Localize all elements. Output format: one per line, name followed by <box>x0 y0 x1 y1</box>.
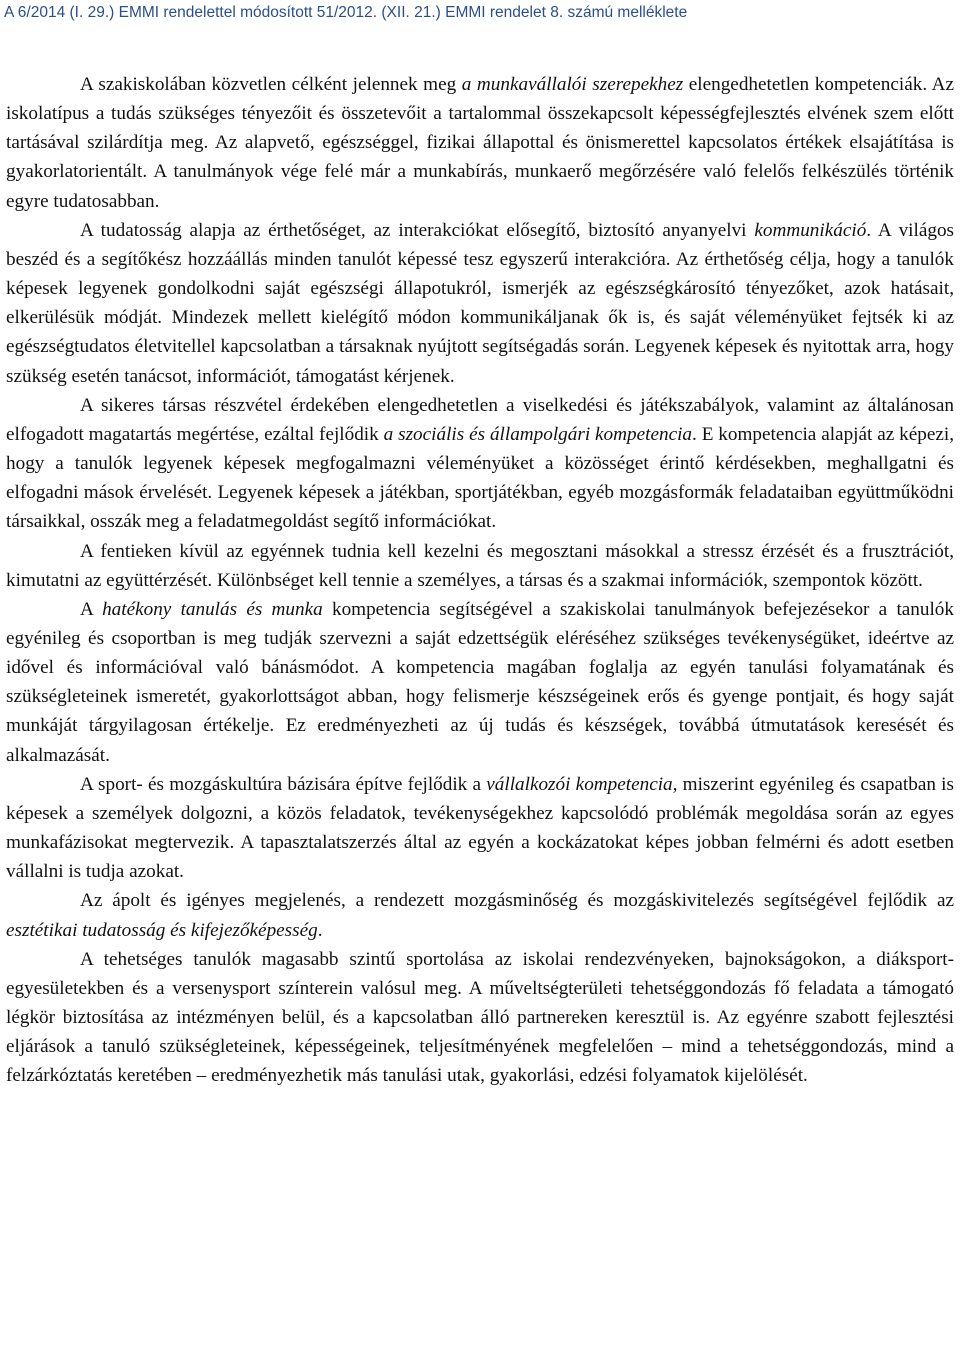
italic-phrase: kommunikáció <box>754 219 867 241</box>
paragraph <box>6 886 954 944</box>
italic-phrase: esztétikai tudatosság és kifejezőképesség <box>6 919 318 941</box>
paragraph <box>6 70 954 216</box>
text-run: . E kompetencia alapját az képezi, hogy a tanulók legyenek képesek megfogalmazni véleményüket a közösséget érintő kérdésekben, meghallgatni és elfogadni mások érvelését. Legyenek képesek a játékban, sportjátékban, egyéb mozgásformák feladataiban együttműködni társaikkal, osszák meg a feladatmegoldást segítő információkat. <box>6 423 955 533</box>
text-run: A fentieken kívül az egyénnek tudnia kell kezelni és megosztani másokkal a stressz érzését és a frusztrációt, kimutatni az együttérzését. Különbséget kell tennie a személyes, a társas és a szakmai információk, szempontok között. <box>6 540 954 591</box>
text-run: A tehetséges tanulók magasabb szintű sportolása az iskolai rendezvényeken, bajnokságokon, a diáksport-egyesületekben és a versenysport színterein valósul meg. A műveltségterületi tehetséggondozás fő feladata a támogató légkör biztosítása az intézményen belül, és a kapcsolatban álló partnereken keresztül is. Az egyénre szabott fejlesztési eljárások a tanuló szükségleteinek, képességeinek, teljesítményének megfelelően – mind a tehetséggondozás, mind a felzárkóztatás keretében – eredményezhetik más tanulási utak, gyakorlási, edzési folyamatok kijelölését. <box>6 948 954 1087</box>
page-header: A 6/2014 (I. 29.) EMMI rendelettel módosított 51/2012. (XII. 21.) EMMI rendelet 8. számú melléklete <box>4 4 688 21</box>
paragraph <box>6 770 954 887</box>
text-run: . A világos beszéd és a segítőkész hozzáállás minden tanulót képessé tesz egyszerű interakcióra. Az érthetőség célja, hogy a tanulók képesek legyenek gondolkodni saját egészségi állapotukról, ismerjék az egészségkárosító tényezőket, azok hatásait, elkerülésük módját. Mindezek mellett kielégítő módon kommunikáljanak ők is, és saját véleményüket fejtsék ki az egészségtudatos életvitellel kapcsolatban a társaknak nyújtott segítségadás során. Legyenek képesek és nyitottak arra, hogy szükség esetén tanácsot, információt, támogatást kérjenek. <box>6 219 955 387</box>
paragraph <box>6 945 954 1091</box>
italic-phrase: hatékony tanulás és munka <box>102 598 323 620</box>
text-run: Az ápolt és igényes megjelenés, a rendezett mozgásminőség és mozgáskivitelezés segítségével fejlődik az <box>80 890 954 912</box>
text-run: A tudatosság alapja az érthetőséget, az interakciókat elősegítő, biztosító anyanyelvi <box>80 219 755 241</box>
text-run: kompetencia segítségével a szakiskolai tanulmányok befejezésekor a tanulók egyénileg és csoportban is meg tudják szervezni a saját edzettségük eléréséhez szükséges tevékenységüket, ideértve az idővel és információval való bánásmódot. A kompetencia magában foglalja az egyén tanulási folyamatának és szükségleteinek ismeretét, gyakorlottságot abban, hogy felismerje készségeinek erős és gyenge pontjait, és hogy saját munkáját tárgyilagosan értékelje. Ez eredményezheti az új tudás és készségek, továbbá útmutatások keresését és alkalmazását. <box>6 598 954 766</box>
text-run: A <box>80 598 103 620</box>
text-run: A sport- és mozgáskultúra bázisára építve fejlődik a <box>80 773 487 795</box>
paragraph <box>6 595 954 770</box>
italic-phrase: a munkavállalói szerepekhez <box>461 74 684 95</box>
paragraph <box>6 537 954 595</box>
italic-phrase: vállalkozói kompetencia <box>486 773 673 795</box>
text-run: A szakiskolában közvetlen célként jelennek meg <box>80 74 462 95</box>
italic-phrase: a szociális és állampolgári kompetencia <box>383 423 693 445</box>
paragraph <box>6 391 954 537</box>
paragraph <box>6 216 954 391</box>
text-run: elengedhetetlen kompetenciák. Az iskolatípus a tudás szükséges tényezőit és összetevőit a tartalommal összekapcsolt képességfejlesztés elvének szem előtt tartásával szilárdítja meg. Az alapvető, egészséggel, fizikai állapottal és önismerettel kapcsolatos értékek elsajátítása is gyakorlatorientált. A tanulmányok vége felé már a munkabírás, munkaerő megőrzésére való felelős felkészülés történik egyre tudatosabban. <box>6 74 954 212</box>
text-run: , miszerint egyénileg és csapatban is képesek a személyek dolgozni, a közös feladatok, tevékenységekhez kapcsolódó problémák megoldása során az egyes munkafázisokat megtervezik. A tapasztalatszerzés által az egyén a kockázatokat képes jobban felmérni és adott esetben vállalni is tudja azokat. <box>6 773 954 883</box>
text-run: A sikeres társas részvétel érdekében elengedhetetlen a viselkedési és játékszabályok, valamint az általánosan elfogadott magatartás megértése, ezáltal fejlődik <box>6 394 954 445</box>
text-run: . <box>317 919 323 941</box>
body-text <box>6 70 954 1090</box>
